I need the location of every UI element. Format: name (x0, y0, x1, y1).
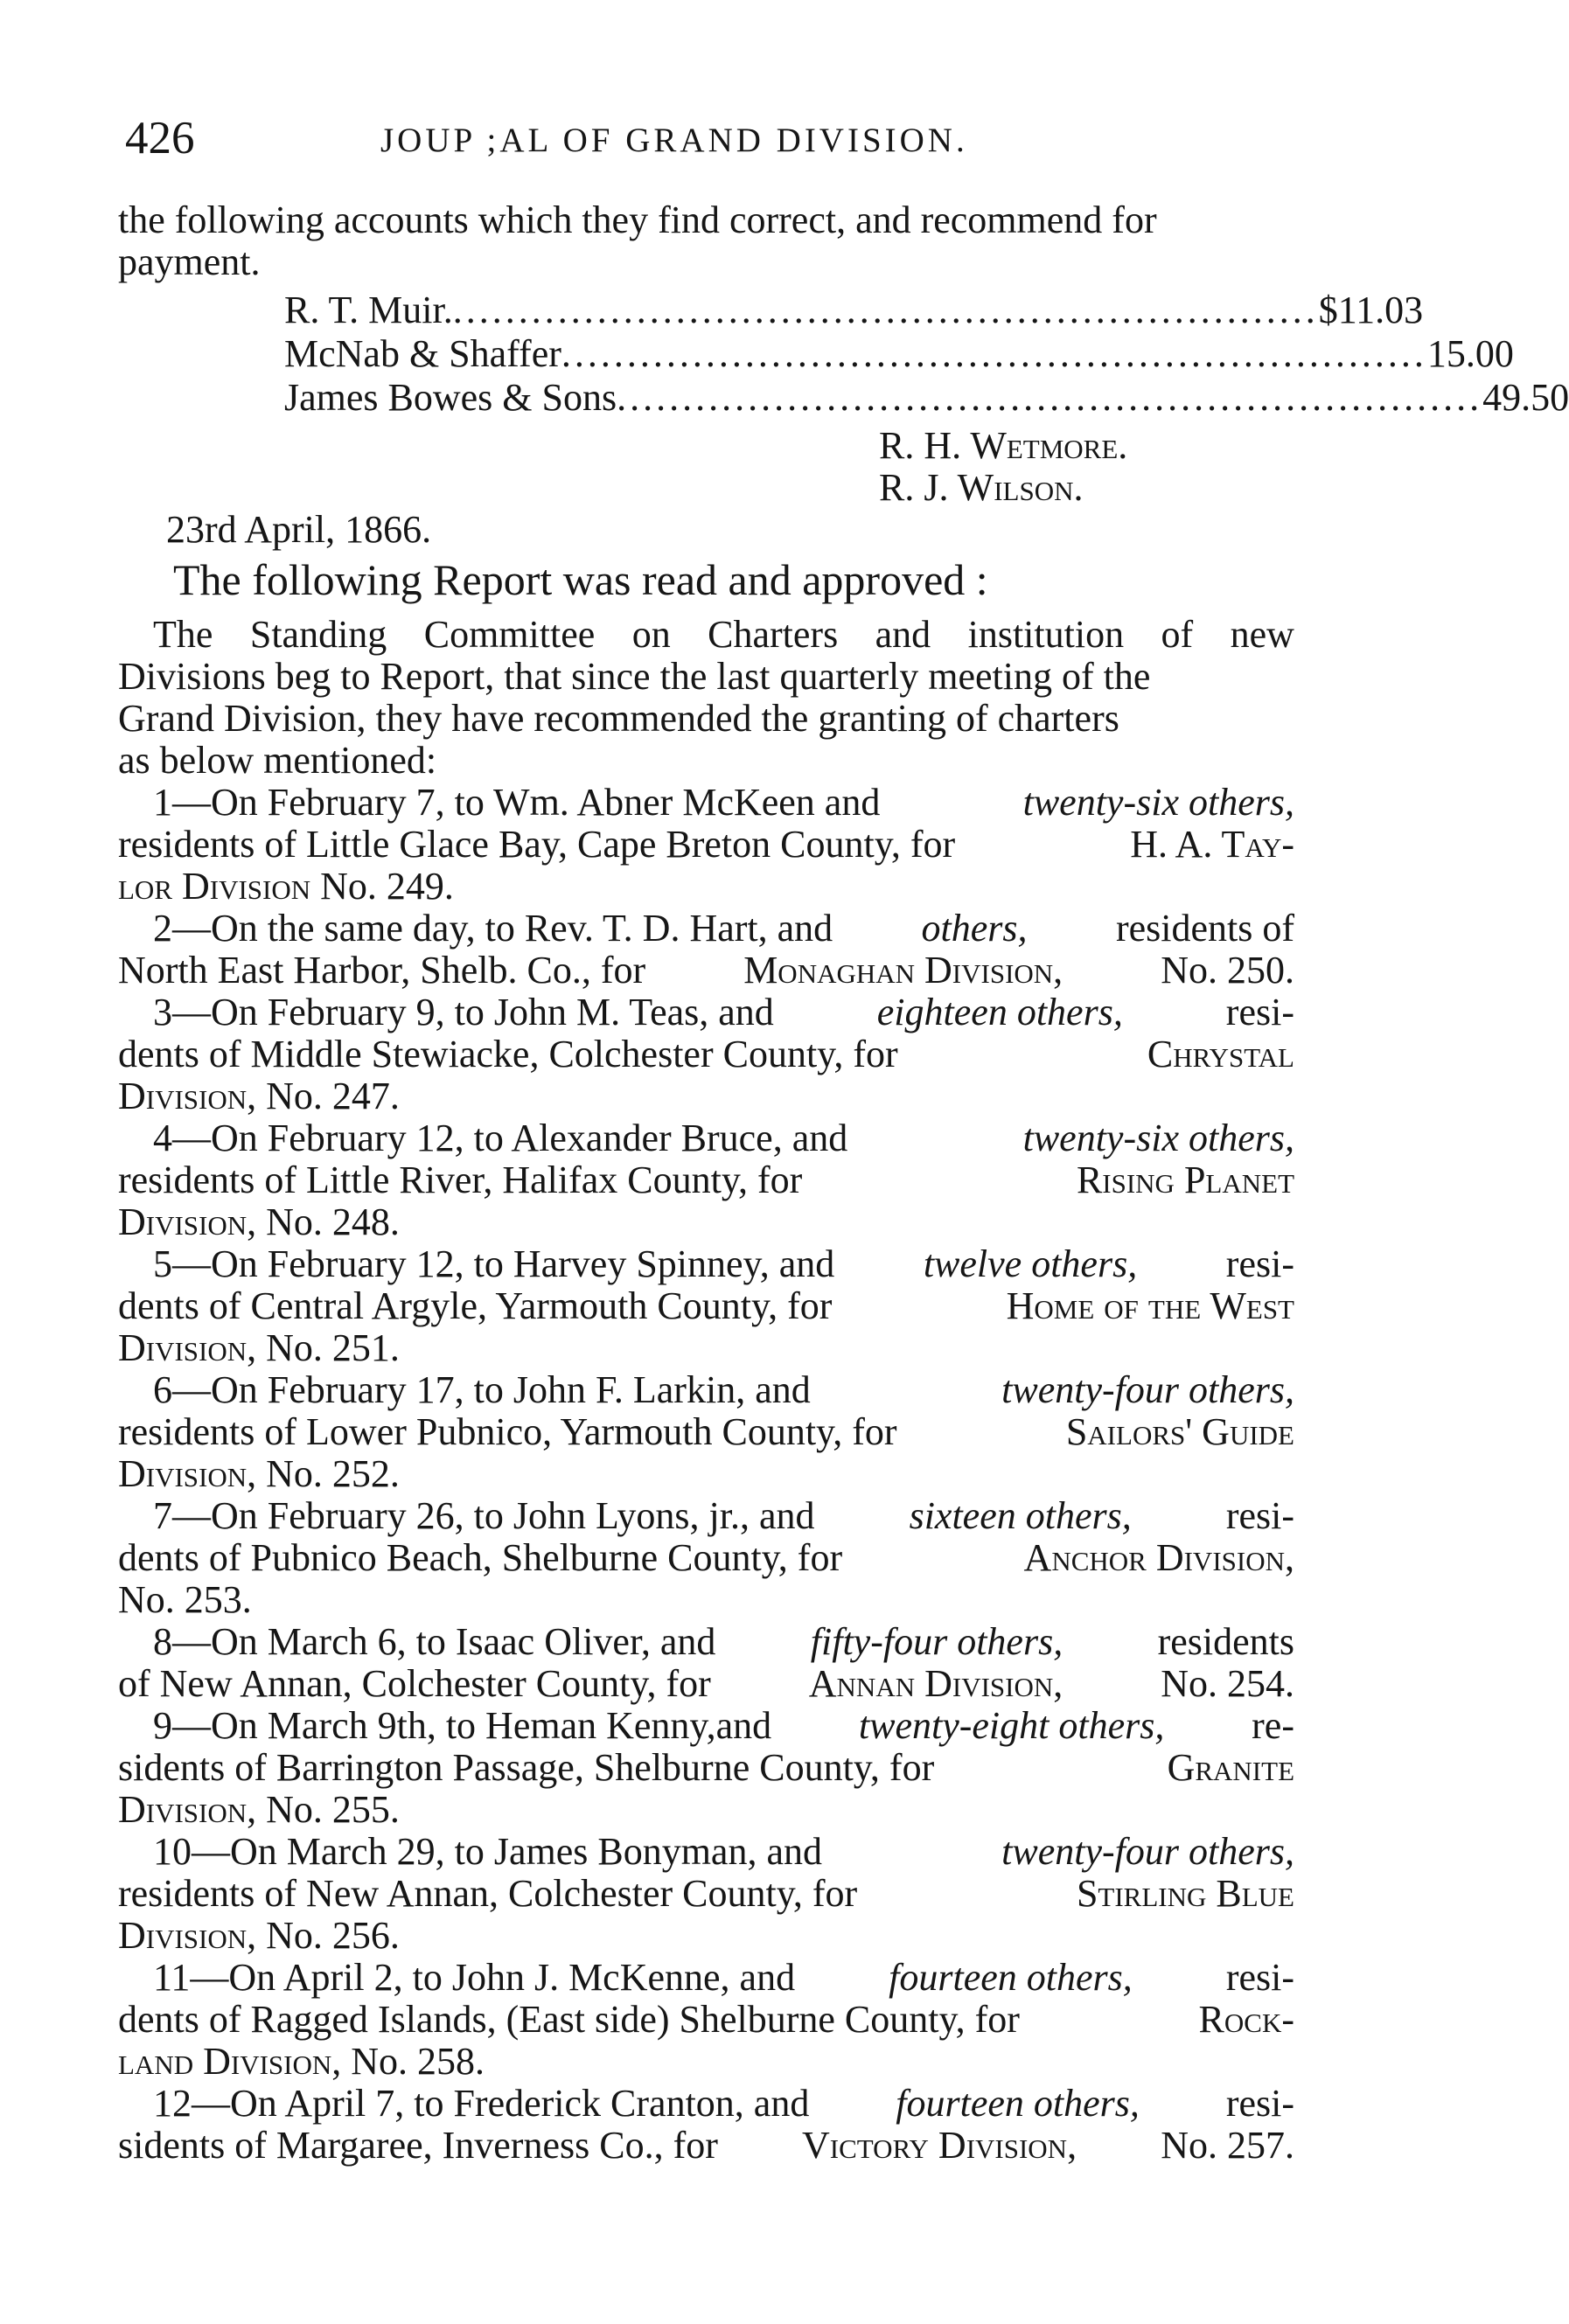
charter-entry-12: 12—On April 7, to Frederick Cranton, and fourteen others, resi- (153, 2082, 1294, 2125)
account-name: McNab & Shaffer (284, 332, 561, 375)
charter-entry-10: residents of New Annan, Colchester County, for Stirling Blue (118, 1872, 1294, 1915)
report-line: as below mentioned: (118, 739, 437, 782)
charter-entry-2: 2—On the same day, to Rev. T. D. Hart, and others, residents of (153, 907, 1294, 950)
charter-entry-9: 9—On March 9th, to Heman Kenny,and twenty-eight others, re- (153, 1704, 1294, 1747)
report-line: Grand Division, they have recommended the granting of charters (118, 697, 1119, 740)
charter-entry-4: 4—On February 12, to Alexander Bruce, and twenty-six others, (153, 1117, 1294, 1159)
charter-entry-5: Division, No. 251. (118, 1326, 400, 1369)
report-date: 23rd April, 1866. (166, 508, 432, 551)
charter-entry-10: Division, No. 256. (118, 1914, 400, 1957)
report-line: The Standing Committee on Charters and institution of new (153, 613, 1294, 656)
dot-leader: .................................................................. (617, 376, 1483, 419)
intro-line-1: the following accounts which they find correct, and recommend for (118, 198, 1157, 241)
running-title: JOUP ;AL OF GRAND DIVISION. (380, 122, 968, 159)
dot-leader: .................................................................. (561, 332, 1427, 375)
charter-entry-11: dents of Ragged Islands, (East side) Shelburne County, for Rock- (118, 1998, 1294, 2041)
account-name: James Bowes & Sons (284, 376, 617, 419)
charter-entry-2: North East Harbor, Shelb. Co., for Monaghan Division, No. 250. (118, 949, 1294, 992)
account-row (284, 376, 1569, 419)
charter-entry-10: 10—On March 29, to James Bonyman, and twenty-four others, (153, 1830, 1294, 1873)
account-row (284, 289, 1424, 331)
account-amount: $11.03 (1318, 289, 1424, 331)
intro-line-2: payment. (118, 240, 261, 283)
charter-entry-11: 11—On April 2, to John J. McKenne, and fourteen others, resi- (153, 1956, 1294, 1999)
charter-entry-11: land Division, No. 258. (118, 2040, 485, 2083)
report-line: Divisions beg to Report, that since the last quarterly meeting of the (118, 655, 1151, 698)
charter-entry-9: Division, No. 255. (118, 1788, 400, 1831)
account-row (284, 332, 1514, 375)
account-amount: 15.00 (1426, 332, 1514, 375)
charter-entry-1: lor Division No. 249. (118, 865, 454, 908)
charter-entry-7: No. 253. (118, 1578, 252, 1621)
charter-entry-7: 7—On February 26, to John Lyons, jr., and sixteen others, resi- (153, 1494, 1294, 1537)
account-name: R. T. Muir. (284, 289, 453, 331)
charter-entry-3: dents of Middle Stewiacke, Colchester County, for Chrystal (118, 1033, 1294, 1075)
charter-entry-6: Division, No. 252. (118, 1452, 400, 1495)
charter-entry-5: dents of Central Argyle, Yarmouth County, for Home of the West (118, 1284, 1294, 1327)
charter-entry-8: of New Annan, Colchester County, for Annan Division, No. 254. (118, 1662, 1294, 1705)
dot-leader: .................................................................. (452, 289, 1319, 331)
page-number: 426 (125, 113, 195, 164)
charter-entry-1: 1—On February 7, to Wm. Abner McKeen and twenty-six others, (153, 781, 1294, 824)
charter-entry-1: residents of Little Glace Bay, Cape Breton County, for H. A. Tay- (118, 823, 1294, 866)
charter-entry-7: dents of Pubnico Beach, Shelburne County, for Anchor Division, (118, 1536, 1294, 1579)
charter-entry-4: residents of Little River, Halifax County, for Rising Planet (118, 1159, 1294, 1201)
charter-entry-4: Division, No. 248. (118, 1200, 400, 1243)
charter-entry-6: residents of Lower Pubnico, Yarmouth County, for Sailors' Guide (118, 1410, 1294, 1453)
charter-entry-8: 8—On March 6, to Isaac Oliver, and fifty-four others, residents (153, 1620, 1294, 1663)
charter-entry-3: Division, No. 247. (118, 1075, 400, 1117)
charter-entry-3: 3—On February 9, to John M. Teas, and eighteen others, resi- (153, 991, 1294, 1033)
signatory: R. H. Wetmore. (879, 424, 1128, 467)
charter-entry-6: 6—On February 17, to John F. Larkin, and twenty-four others, (153, 1368, 1294, 1411)
account-amount: 49.50 (1482, 376, 1569, 419)
charter-entry-9: sidents of Barrington Passage, Shelburne County, for Granite (118, 1746, 1294, 1789)
charter-entry-12: sidents of Margaree, Inverness Co., for Victory Division, No. 257. (118, 2124, 1294, 2167)
page-header (118, 112, 1290, 173)
signatory: R. J. Wilson. (879, 466, 1084, 509)
report-heading: The following Report was read and approved : (173, 555, 988, 604)
charter-entry-5: 5—On February 12, to Harvey Spinney, and twelve others, resi- (153, 1242, 1294, 1285)
